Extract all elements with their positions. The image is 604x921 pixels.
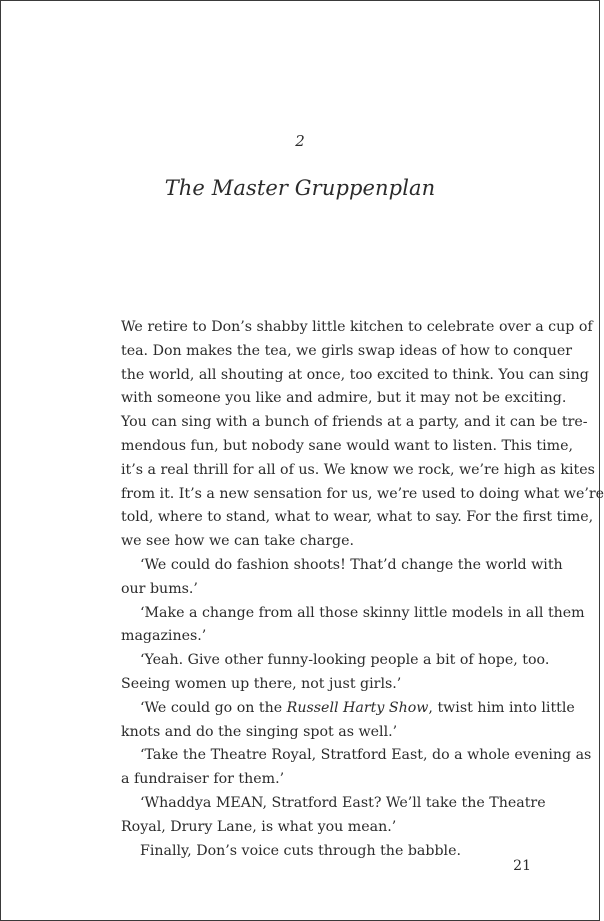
paragraph <box>121 840 532 864</box>
body-text <box>121 316 604 863</box>
text-line: ‘We could do fashion shoots! That’d change the world with <box>140 556 563 573</box>
text-line: the world, all shouting at once, too excited to think. You can sing <box>121 366 589 383</box>
text-line: You can sing with a bunch of friends at a party, and it can be tre- <box>121 414 588 431</box>
text-line: We retire to Don’s shabby little kitchen to celebrate over a cup of <box>121 319 593 335</box>
text-line: told, where to stand, what to wear, what to say. For the first time, <box>121 509 594 526</box>
paragraph <box>121 697 575 745</box>
paragraph <box>121 792 546 840</box>
text-line: mendous fun, but nobody sane would want to listen. This time, <box>121 437 573 454</box>
text-line: ‘Make a change from all those skinny little models in all them <box>140 604 585 621</box>
text-line: tea. Don makes the tea, we girls swap ideas of how to conquer <box>121 342 573 359</box>
paragraph <box>121 602 585 650</box>
text-line: from it. It’s a new sensation for us, we’re used to doing what we’re <box>121 485 604 502</box>
text-line: Seeing women up there, not just girls.’ <box>121 675 402 692</box>
show-title: Russell Harty Show <box>286 699 429 716</box>
page-number: 21 <box>513 858 531 874</box>
text-line: ‘Yeah. Give other funny-looking people a bit of hope, too. <box>140 652 550 669</box>
text-line: we see how we can take charge. <box>121 533 355 550</box>
text-line: knots and do the singing spot as well.’ <box>121 723 398 740</box>
text-line: our bums.’ <box>121 580 198 597</box>
text-line: with someone you like and admire, but it may not be exciting. <box>121 390 567 407</box>
text-line: a fundraiser for them.’ <box>121 771 285 788</box>
text-line: ‘We could go on the Russell Harty Show, twist him into little <box>140 699 575 716</box>
chapter-number: 2 <box>295 132 305 150</box>
text-line: ‘Whaddya MEAN, Stratford East? We’ll take the Theatre <box>140 794 546 811</box>
text-line: Finally, Don’s voice cuts through the babble. <box>140 842 461 859</box>
text-line: magazines.’ <box>121 628 207 645</box>
text-line: it’s a real thrill for all of us. We know we rock, we’re high as kites <box>121 461 595 478</box>
paragraph <box>121 554 563 602</box>
paragraph <box>121 316 604 554</box>
paragraph <box>121 649 550 697</box>
paragraph <box>121 744 592 792</box>
text-line: Royal, Drury Lane, is what you mean.’ <box>121 818 397 835</box>
text-line: ‘Take the Theatre Royal, Stratford East, do a whole evening as <box>140 747 592 764</box>
chapter-title: The Master Gruppenplan <box>164 176 436 200</box>
